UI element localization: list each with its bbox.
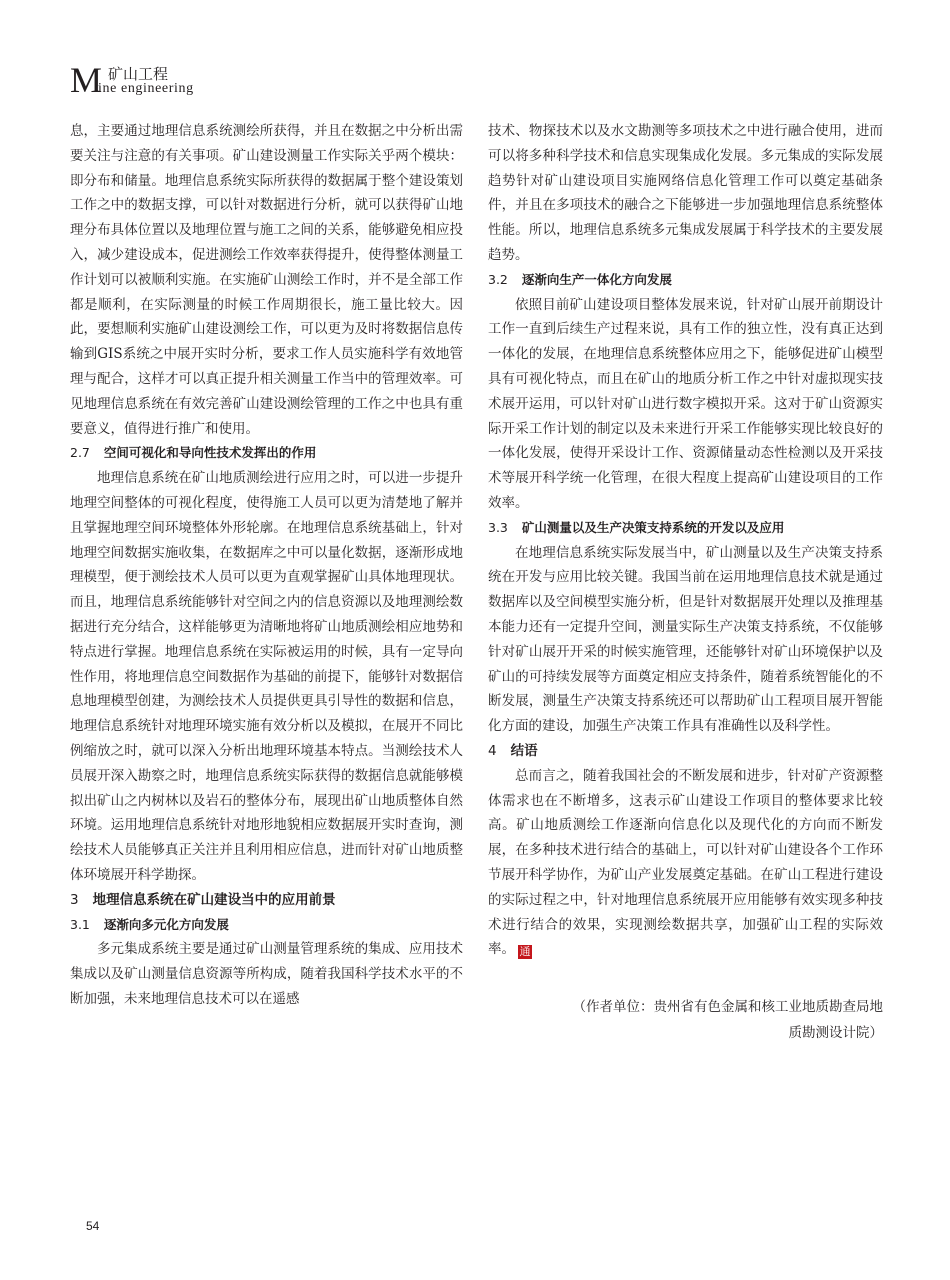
section-heading-3-1 <box>70 913 463 938</box>
paragraph: 技术、物探技术以及水文勘测等多项技术之中进行融合使用，进而可以将多种科学技术和信息实现集成化发展。多元集成的实际发展趋势针对矿山建设项目实施网络信息化管理工作可以奠定基础条件，并且在多项技术的融合之下能够进一步加强地理信息系统整体性能。所以，地理信息系统多元集成发展属于科学技术的主要发展趋势。 <box>488 123 883 263</box>
section-title: 结语 <box>510 742 538 759</box>
author-affiliation <box>488 994 883 1046</box>
section-heading-4 <box>488 739 883 764</box>
section-heading-2-7 <box>70 441 463 466</box>
journal-title-en: ine engineering <box>98 81 194 96</box>
paragraph <box>488 764 883 962</box>
paragraph: 多元集成系统主要是通过矿山测量管理系统的集成、应用技术集成以及矿山测量信息资源等所构成，随着我国科学技术水平的不断加强，未来地理信息技术可以在遥感 <box>70 941 463 1007</box>
affiliation-line: （作者单位：贵州省有色金属和核工业地质勘查局地 <box>572 999 883 1016</box>
paragraph: 依照目前矿山建设项目整体发展来说，针对矿山展开前期设计工作一直到后续生产过程来说，具有工作的独立性，没有真正达到一体化的发展，在地理信息系统整体应用之下，能够促进矿山模型具有可视化特点，而且在矿山的地质分析工作之中针对虚拟现实技术展开运用，可以针对矿山进行数字模拟开采。这对于矿山资源实际开采工作计划的制定以及未来进行开采工作能够实现比较良好的一体化发展，使得开采设计工作、资源储量动态性检测以及开采技术等展开科学统一化管理，在很大程度上提高矿山建设项目的工作效率。 <box>488 296 883 511</box>
end-mark-icon: 通 <box>519 945 531 959</box>
right-column <box>488 119 883 1046</box>
section-heading-3-2 <box>488 268 883 293</box>
section-title: 矿山测量以及生产决策支持系统的开发以及应用 <box>521 519 785 535</box>
section-title: 逐渐向多元化方向发展 <box>103 916 229 932</box>
journal-logo-letter: M <box>70 60 103 100</box>
page-number: 54 <box>86 1219 100 1233</box>
section-number: 3.1 <box>70 916 90 932</box>
conclusion-text: 总而言之，随着我国社会的不断发展和进步，针对矿产资源整体需求也在不断增多，这表示矿山建设工作项目的整体要求比较高。矿山地质测绘工作逐渐向信息化以及现代化的方向而不断发展，在多种技术进行结合的基础上，可以针对矿山建设各个工作环节展开科学协作，为矿山产业发展奠定基础。在矿山工程进行建设的实际过程之中，针对地理信息系统展开应用能够有效实现多种技术进行结合的效果，实现测绘数据共享，加强矿山工程的实际效率。 <box>488 767 883 958</box>
section-number: 3.3 <box>488 519 508 535</box>
paragraph: 地理信息系统在矿山地质测绘进行应用之时，可以进一步提升地理空间整体的可视化程度，使得施工人员可以更为清楚地了解并且掌握地理空间环境整体外形轮廓。在地理信息系统基础上，针对地理空间数据实施收集，在数据库之中可以量化数据，逐渐形成地理模型，便于测绘技术人员可以更为直观掌握矿山具体地理现状。而且，地理信息系统能够针对空间之内的信息资源以及地理测绘数据进行充分结合，这样能够更为清晰地将矿山地质测绘相应地势和特点进行掌握。地理信息系统在实际被运用的时候，具有一定导向性作用，将地理信息空间数据作为基础的前提下，能够针对数据信息地理模型创建，为测绘技术人员提供更具引导性的数据和信息，地理信息系统针对地理环境实施有效分析以及模拟，在展开不同比例缩放之时，就可以深入分析出地理环境基本特点。当测绘技术人员展开深入勘察之时，地理信息系统实际获得的数据信息就能够模拟出矿山之内树林以及岩石的整体分布，展现出矿山地质整体自然环境。运用地理信息系统针对地形地貌相应数据展开实时查询，测绘技术人员能够真正关注并且利用相应信息，进而针对矿山地质整体环境展开科学勘探。 <box>70 470 463 883</box>
journal-title-cn: 矿山工程 <box>108 65 169 83</box>
section-number: 4 <box>488 742 497 759</box>
section-number: 3 <box>70 891 79 908</box>
section-number: 2.7 <box>70 445 90 461</box>
section-heading-3 <box>70 888 463 913</box>
left-column <box>70 119 463 1012</box>
affiliation-line: 质勘测设计院） <box>788 1025 883 1042</box>
section-number: 3.2 <box>488 271 508 287</box>
paragraph: 在地理信息系统实际发展当中，矿山测量以及生产决策支持系统在开发与应用比较关键。我国当前在运用地理信息技术就是通过数据库以及空间模型实施分析，但是针对数据展开处理以及推理基本能力还有一定提升空间，测量实际生产决策支持系统，不仅能够针对矿山展开开采的时候实施管理，还能够针对矿山环境保护以及矿山的可持续发展等方面奠定相应支持条件，随着系统智能化的不断发展，测量生产决策支持系统还可以帮助矿山工程项目展开智能化方面的建设，加强生产决策工作具有准确性以及科学性。 <box>488 544 883 735</box>
section-title: 空间可视化和导向性技术发挥出的作用 <box>103 445 317 461</box>
section-title: 逐渐向生产一体化方向发展 <box>521 271 672 287</box>
section-heading-3-3 <box>488 516 883 541</box>
paragraph: 息，主要通过地理信息系统测绘所获得，并且在数据之中分析出需要关注与注意的有关事项。矿山建设测量工作实际关乎两个模块：即分布和储量。地理信息系统实际所获得的数据属于整个建设策划工作之中的数据支撑，可以针对数据进行分析，就可以获得矿山地理分布具体位置以及地理位置与施工之间的关系，能够避免相应投入，减少建设成本，促进测绘工作效率获得提升，使得整体测量工作计划可以被顺利实施。在实施矿山测绘工作时，并不是全部工作都是顺利，在实际测量的时候工作周期很长，施工量比较大。因此，要想顺利实施矿山建设测绘工作，可以更为及时将数据信息传输到GIS系统之中展开实时分析，要求工作人员实施科学有效地管理与配合，这样才可以真正提升相关测量工作当中的管理效率。可见地理信息系统在有效完善矿山建设测绘管理的工作之中也具有重要意义，值得进行推广和使用。 <box>70 123 463 437</box>
section-title: 地理信息系统在矿山建设当中的应用前景 <box>92 891 336 908</box>
